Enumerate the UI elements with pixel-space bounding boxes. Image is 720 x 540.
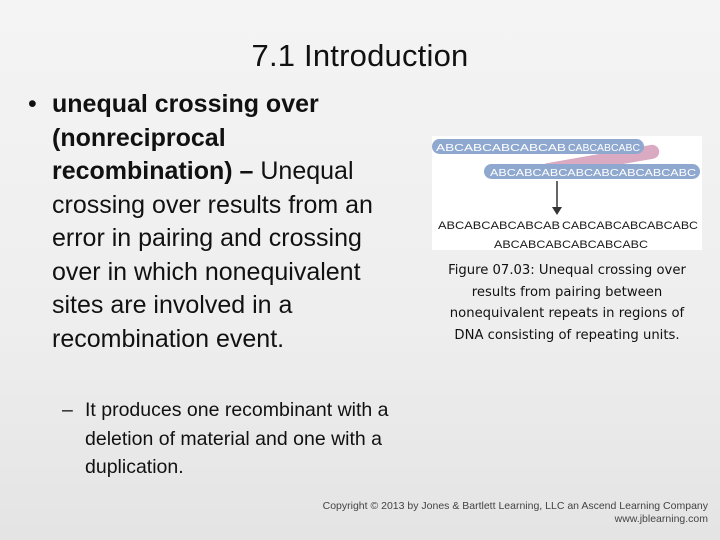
crossing-over-diagram xyxy=(432,136,702,250)
bullet-text: Unequal crossing over results from an error in pairing and crossing over in which nonequivalent sites are involved in a recombination event. xyxy=(52,157,373,353)
figure-caption: Figure 07.03: Unequal crossing over results from pairing between nonequivalent repeats in regions of DNA consisting of repeating units. xyxy=(448,263,686,343)
slide-title: 7.1 Introduction xyxy=(251,38,469,73)
bullet-term: unequal crossing over (nonreciprocal recombination) – xyxy=(52,90,319,185)
top-strand-label-a: ABCABCABCABCAB xyxy=(436,142,566,154)
top-strand-label-b: CABCABCABC xyxy=(568,142,641,154)
crossing-over-figure xyxy=(432,136,702,250)
copyright-notice xyxy=(308,500,708,526)
bullet-body xyxy=(52,88,398,356)
sub-bullet-marker: – xyxy=(62,399,73,421)
bullet-marker: • xyxy=(28,90,37,118)
main-bullet xyxy=(28,88,398,356)
sub-bullet xyxy=(62,396,412,482)
arrow-down-icon xyxy=(552,207,562,215)
product-left-label: ABCABCABCABCAB xyxy=(438,220,560,232)
middle-strand-label: ABCABCABCABCABCABCABCABC xyxy=(490,167,697,179)
copyright-line: Copyright © 2013 by Jones & Bartlett Learning, LLC an Ascend Learning Company xyxy=(322,500,708,512)
product-right-label: CABCABCABCABCABC xyxy=(562,220,699,232)
sub-bullet-text: It produces one recombinant with a deletion of material and one with a duplication. xyxy=(85,399,389,478)
copyright-url: www.jblearning.com xyxy=(614,513,708,525)
product-bottom-label: ABCABCABCABCABCABC xyxy=(494,239,649,250)
